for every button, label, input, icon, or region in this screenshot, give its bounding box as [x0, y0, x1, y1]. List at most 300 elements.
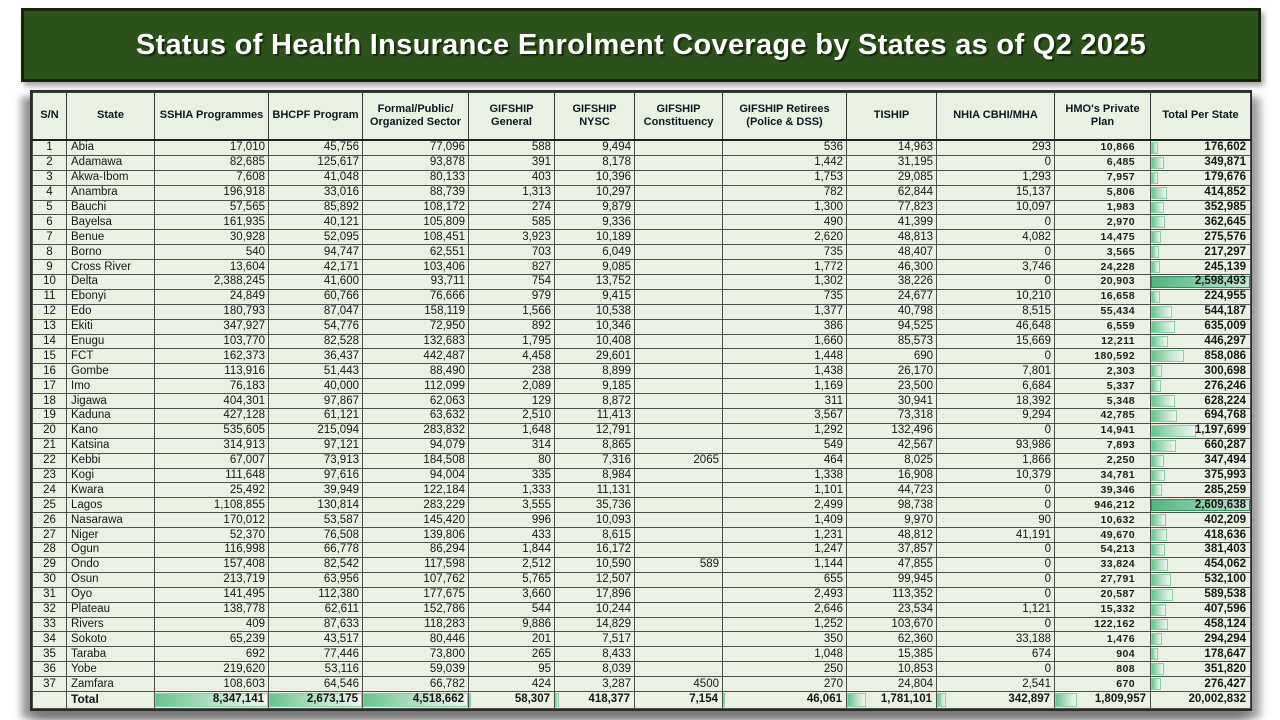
cell-nhia: 0: [937, 572, 1055, 587]
cell-gifship-general: 1,844: [469, 543, 555, 558]
cell-sshia: 25,492: [155, 483, 269, 498]
cell-bhcpf: 60,766: [269, 289, 363, 304]
cell-hmo: 1,476: [1055, 632, 1151, 647]
cell-nhia: 0: [937, 215, 1055, 230]
cell-formal: 93,711: [363, 275, 469, 290]
cell-gifship-general: 1,333: [469, 483, 555, 498]
total-data-bar: [1151, 202, 1164, 214]
cell-formal: 80,133: [363, 170, 469, 185]
cell-total: 178,647: [1151, 647, 1251, 662]
cell-tiship: 42,567: [847, 438, 937, 453]
cell-gifship-retirees: 1,753: [723, 170, 847, 185]
cell-gifship-retirees: 250: [723, 662, 847, 677]
cell-gifship-nysc: 8,899: [555, 364, 635, 379]
cell-formal: 132,683: [363, 334, 469, 349]
cell-bhcpf: 130,814: [269, 498, 363, 513]
cell-hmo: 7,957: [1055, 170, 1151, 185]
cell-gifship-nysc: 11,131: [555, 483, 635, 498]
total-data-bar: [1151, 663, 1164, 675]
cell-gifship-constituency-total: 7,154: [635, 691, 723, 708]
cell-gifship-constituency: [635, 662, 723, 677]
cell-sn: 2: [33, 155, 67, 170]
total-data-bar: [1151, 231, 1161, 243]
state-row-lagos: [33, 498, 1251, 513]
total-data-bar: [1151, 321, 1175, 333]
cell-nhia: 15,137: [937, 185, 1055, 200]
cell-gifship-nysc: 9,415: [555, 289, 635, 304]
cell-nhia: 0: [937, 498, 1055, 513]
cell-gifship-constituency: [635, 483, 723, 498]
cell-bhcpf: 87,047: [269, 304, 363, 319]
cell-sn: 14: [33, 334, 67, 349]
cell-sn: 22: [33, 453, 67, 468]
total-data-bar: [1055, 693, 1077, 707]
cell-gifship-general: 391: [469, 155, 555, 170]
cell-formal: 86,294: [363, 543, 469, 558]
state-row-nasarawa: [33, 513, 1251, 528]
cell-tiship: 98,738: [847, 498, 937, 513]
state-row-bauchi: [33, 200, 1251, 215]
cell-gifship-nysc: 10,189: [555, 230, 635, 245]
cell-hmo: 180,592: [1055, 349, 1151, 364]
cell-formal: 80,446: [363, 632, 469, 647]
cell-gifship-retirees: 1,377: [723, 304, 847, 319]
cell-gifship-constituency: [635, 513, 723, 528]
column-header-total: Total Per State: [1151, 93, 1251, 141]
cell-gifship-retirees: 735: [723, 289, 847, 304]
cell-gifship-nysc: 6,049: [555, 245, 635, 260]
cell-nhia: 0: [937, 662, 1055, 677]
state-row-kebbi: [33, 453, 1251, 468]
state-row-plateau: [33, 602, 1251, 617]
cell-formal: 283,229: [363, 498, 469, 513]
cell-sshia: 540: [155, 245, 269, 260]
cell-total: 544,187: [1151, 304, 1251, 319]
cell-gifship-retirees: 1,300: [723, 200, 847, 215]
cell-hmo: 42,785: [1055, 409, 1151, 424]
cell-sshia-total: 8,347,141: [155, 691, 269, 708]
cell-state: Delta: [67, 275, 155, 290]
cell-nhia: 1,121: [937, 602, 1055, 617]
cell-sn: 15: [33, 349, 67, 364]
cell-hmo: 54,213: [1055, 543, 1151, 558]
total-data-bar: [1151, 633, 1162, 645]
state-row-kwara: [33, 483, 1251, 498]
cell-gifship-retirees: 2,646: [723, 602, 847, 617]
state-row-delta: [33, 275, 1251, 290]
cell-sn: 25: [33, 498, 67, 513]
total-data-bar: [1151, 589, 1173, 601]
cell-state: Plateau: [67, 602, 155, 617]
cell-gifship-general: 5,765: [469, 572, 555, 587]
cell-nhia: 0: [937, 543, 1055, 558]
cell-tiship: 85,573: [847, 334, 937, 349]
cell-gifship-nysc: 9,085: [555, 260, 635, 275]
cell-gifship-retirees: 350: [723, 632, 847, 647]
cell-formal: 112,099: [363, 379, 469, 394]
column-header-formal: Formal/Public/ Organized Sector: [363, 93, 469, 141]
table-header: [33, 93, 1251, 141]
cell-gifship-general: 703: [469, 245, 555, 260]
state-row-taraba: [33, 647, 1251, 662]
cell-sshia: 213,719: [155, 572, 269, 587]
cell-state: Yobe: [67, 662, 155, 677]
total-data-bar: [1151, 157, 1164, 169]
cell-sshia: 82,685: [155, 155, 269, 170]
cell-sn: 31: [33, 587, 67, 602]
cell-gifship-constituency: [635, 394, 723, 409]
cell-formal: 88,490: [363, 364, 469, 379]
cell-sshia: 196,918: [155, 185, 269, 200]
cell-nhia: 9,294: [937, 409, 1055, 424]
cell-formal: 93,878: [363, 155, 469, 170]
cell-hmo: 14,941: [1055, 423, 1151, 438]
total-data-bar: [1151, 440, 1176, 452]
cell-hmo: 1,983: [1055, 200, 1151, 215]
cell-gifship-general: 585: [469, 215, 555, 230]
cell-state: Cross River: [67, 260, 155, 275]
cell-tiship: 62,844: [847, 185, 937, 200]
total-data-bar: [1151, 336, 1168, 348]
title-banner: [21, 8, 1261, 82]
cell-gifship-nysc: 8,865: [555, 438, 635, 453]
cell-state: Ebonyi: [67, 289, 155, 304]
cell-state: Oyo: [67, 587, 155, 602]
cell-total: 446,297: [1151, 334, 1251, 349]
cell-sn: 36: [33, 662, 67, 677]
cell-sn: 32: [33, 602, 67, 617]
cell-formal: 145,420: [363, 513, 469, 528]
cell-sn: 16: [33, 364, 67, 379]
cell-hmo: 49,670: [1055, 528, 1151, 543]
state-row-niger: [33, 528, 1251, 543]
cell-gifship-general: 95: [469, 662, 555, 677]
cell-gifship-constituency: 2065: [635, 453, 723, 468]
cell-nhia: 33,188: [937, 632, 1055, 647]
cell-gifship-constituency: [635, 349, 723, 364]
cell-state: Kwara: [67, 483, 155, 498]
cell-sshia: 76,183: [155, 379, 269, 394]
cell-tiship: 9,970: [847, 513, 937, 528]
cell-gifship-constituency: [635, 602, 723, 617]
cell-sn: 5: [33, 200, 67, 215]
cell-tiship-total: 1,781,101: [847, 691, 937, 708]
cell-total: 224,955: [1151, 289, 1251, 304]
cell-nhia: 6,684: [937, 379, 1055, 394]
cell-sn: 10: [33, 275, 67, 290]
state-row-benue: [33, 230, 1251, 245]
cell-gifship-retirees: 1,292: [723, 423, 847, 438]
cell-sn: 4: [33, 185, 67, 200]
state-row-abia: [33, 140, 1251, 155]
state-row-ondo: [33, 557, 1251, 572]
cell-hmo: 15,332: [1055, 602, 1151, 617]
cell-tiship: 10,853: [847, 662, 937, 677]
state-row-sokoto: [33, 632, 1251, 647]
cell-tiship: 48,407: [847, 245, 937, 260]
total-data-bar: [1151, 484, 1162, 496]
cell-hmo: 55,434: [1055, 304, 1151, 319]
cell-nhia: 3,746: [937, 260, 1055, 275]
cell-tiship: 16,908: [847, 468, 937, 483]
cell-tiship: 37,857: [847, 543, 937, 558]
cell-sn: 20: [33, 423, 67, 438]
cell-gifship-retirees: 655: [723, 572, 847, 587]
cell-gifship-general: 588: [469, 140, 555, 155]
cell-gifship-retirees: 1,252: [723, 617, 847, 632]
column-header-gifship-general: GIFSHIP General: [469, 93, 555, 141]
cell-state: Anambra: [67, 185, 155, 200]
cell-gifship-constituency: [635, 170, 723, 185]
total-data-bar: [937, 693, 946, 707]
cell-gifship-constituency: [635, 528, 723, 543]
cell-state: Taraba: [67, 647, 155, 662]
total-data-bar: [1151, 678, 1161, 690]
cell-state: Ogun: [67, 543, 155, 558]
cell-formal: 442,487: [363, 349, 469, 364]
cell-gifship-constituency: [635, 543, 723, 558]
cell-tiship: 8,025: [847, 453, 937, 468]
cell-total: 635,009: [1151, 319, 1251, 334]
cell-gifship-constituency: [635, 140, 723, 155]
cell-bhcpf: 43,517: [269, 632, 363, 647]
cell-gifship-constituency: [635, 632, 723, 647]
cell-state: Borno: [67, 245, 155, 260]
total-data-bar: [1151, 544, 1165, 556]
cell-sn: 6: [33, 215, 67, 230]
cell-gifship-retirees: 1,231: [723, 528, 847, 543]
cell-sshia: 108,603: [155, 677, 269, 692]
cell-sshia: 7,608: [155, 170, 269, 185]
cell-state: Lagos: [67, 498, 155, 513]
cell-gifship-general: 314: [469, 438, 555, 453]
cell-bhcpf: 54,776: [269, 319, 363, 334]
total-data-bar: [1151, 470, 1165, 482]
cell-total: 351,820: [1151, 662, 1251, 677]
column-header-state: State: [67, 93, 155, 141]
cell-formal: 177,675: [363, 587, 469, 602]
cell-hmo: 16,658: [1055, 289, 1151, 304]
column-header-gifship-nysc: GIFSHIP NYSC: [555, 93, 635, 141]
cell-sn: 35: [33, 647, 67, 662]
cell-sn: 26: [33, 513, 67, 528]
cell-tiship: 48,812: [847, 528, 937, 543]
cell-tiship: 44,723: [847, 483, 937, 498]
cell-state: Katsina: [67, 438, 155, 453]
cell-state: Kano: [67, 423, 155, 438]
state-row-enugu: [33, 334, 1251, 349]
cell-bhcpf: 41,048: [269, 170, 363, 185]
cell-nhia: 10,097: [937, 200, 1055, 215]
cell-bhcpf: 97,616: [269, 468, 363, 483]
cell-bhcpf: 36,437: [269, 349, 363, 364]
cell-gifship-nysc: 10,408: [555, 334, 635, 349]
cell-tiship: 48,813: [847, 230, 937, 245]
cell-sn: 19: [33, 409, 67, 424]
cell-sshia: 157,408: [155, 557, 269, 572]
cell-gifship-constituency: [635, 572, 723, 587]
cell-sshia: 57,565: [155, 200, 269, 215]
cell-state: Zamfara: [67, 677, 155, 692]
cell-gifship-general: 754: [469, 275, 555, 290]
cell-bhcpf: 51,443: [269, 364, 363, 379]
cell-sn: 8: [33, 245, 67, 260]
cell-total: 294,294: [1151, 632, 1251, 647]
cell-hmo: 20,587: [1055, 587, 1151, 602]
cell-formal: 184,508: [363, 453, 469, 468]
cell-gifship-retirees: 1,660: [723, 334, 847, 349]
cell-gifship-constituency: [635, 409, 723, 424]
cell-bhcpf: 76,508: [269, 528, 363, 543]
state-row-rivers: [33, 617, 1251, 632]
cell-gifship-constituency: [635, 423, 723, 438]
cell-total: 532,100: [1151, 572, 1251, 587]
cell-bhcpf: 64,546: [269, 677, 363, 692]
cell-hmo: 2,970: [1055, 215, 1151, 230]
total-data-bar: [1151, 365, 1162, 377]
cell-bhcpf: 94,747: [269, 245, 363, 260]
cell-tiship: 14,963: [847, 140, 937, 155]
cell-tiship: 29,085: [847, 170, 937, 185]
cell-sshia: 314,913: [155, 438, 269, 453]
cell-gifship-retirees: 1,302: [723, 275, 847, 290]
cell-gifship-constituency: 4500: [635, 677, 723, 692]
cell-tiship: 73,318: [847, 409, 937, 424]
cell-state: Rivers: [67, 617, 155, 632]
cell-state: Osun: [67, 572, 155, 587]
cell-state: Jigawa: [67, 394, 155, 409]
header-row: [33, 93, 1251, 141]
cell-hmo: 670: [1055, 677, 1151, 692]
cell-gifship-constituency: [635, 200, 723, 215]
cell-formal: 139,806: [363, 528, 469, 543]
cell-bhcpf: 87,633: [269, 617, 363, 632]
cell-hmo: 39,346: [1055, 483, 1151, 498]
cell-gifship-retirees: 311: [723, 394, 847, 409]
total-data-bar: [1151, 142, 1158, 154]
state-row-fct: [33, 349, 1251, 364]
cell-bhcpf: 40,000: [269, 379, 363, 394]
cell-hmo: 5,806: [1055, 185, 1151, 200]
cell-gifship-constituency: [635, 304, 723, 319]
cell-total: 349,871: [1151, 155, 1251, 170]
cell-formal: 108,451: [363, 230, 469, 245]
cell-sshia: 162,373: [155, 349, 269, 364]
cell-sshia: 141,495: [155, 587, 269, 602]
cell-gifship-general: 129: [469, 394, 555, 409]
cell-nhia: 15,669: [937, 334, 1055, 349]
cell-sn: 29: [33, 557, 67, 572]
cell-gifship-nysc: 11,413: [555, 409, 635, 424]
cell-sshia: 409: [155, 617, 269, 632]
cell-nhia: 0: [937, 155, 1055, 170]
cell-formal: 62,551: [363, 245, 469, 260]
cell-gifship-nysc: 10,346: [555, 319, 635, 334]
cell-total: 300,698: [1151, 364, 1251, 379]
cell-gifship-nysc: 12,791: [555, 423, 635, 438]
cell-nhia: 0: [937, 423, 1055, 438]
cell-bhcpf: 53,116: [269, 662, 363, 677]
cell-total: 402,209: [1151, 513, 1251, 528]
cell-sshia: 103,770: [155, 334, 269, 349]
cell-hmo: 24,228: [1055, 260, 1151, 275]
cell-bhcpf: 53,587: [269, 513, 363, 528]
cell-gifship-nysc: 17,896: [555, 587, 635, 602]
cell-gifship-general: 827: [469, 260, 555, 275]
state-row-yobe: [33, 662, 1251, 677]
state-row-cross-river: [33, 260, 1251, 275]
cell-tiship: 690: [847, 349, 937, 364]
cell-sshia: 113,916: [155, 364, 269, 379]
total-data-bar: [1151, 246, 1159, 258]
total-data-bar: [1151, 619, 1168, 631]
cell-total: 352,985: [1151, 200, 1251, 215]
cell-hmo: 20,903: [1055, 275, 1151, 290]
cell-state: Gombe: [67, 364, 155, 379]
state-row-ebonyi: [33, 289, 1251, 304]
cell-total: 375,993: [1151, 468, 1251, 483]
cell-nhia: 10,379: [937, 468, 1055, 483]
cell-total: 276,427: [1151, 677, 1251, 692]
cell-gifship-general: 544: [469, 602, 555, 617]
cell-gifship-constituency: [635, 364, 723, 379]
total-data-bar: [1151, 350, 1184, 362]
cell-gifship-constituency: [635, 587, 723, 602]
cell-formal: 66,782: [363, 677, 469, 692]
cell-sn: 17: [33, 379, 67, 394]
cell-hmo: 12,211: [1055, 334, 1151, 349]
cell-nhia: 4,082: [937, 230, 1055, 245]
state-row-osun: [33, 572, 1251, 587]
column-header-bhcpf: BHCPF Program: [269, 93, 363, 141]
cell-gifship-constituency: [635, 617, 723, 632]
cell-sn: 37: [33, 677, 67, 692]
cell-tiship: 40,798: [847, 304, 937, 319]
cell-gifship-general: 1,795: [469, 334, 555, 349]
cell-tiship: 77,823: [847, 200, 937, 215]
cell-gifship-constituency: [635, 245, 723, 260]
cell-hmo: 5,348: [1055, 394, 1151, 409]
cell-state: Kebbi: [67, 453, 155, 468]
cell-state: Akwa-Ibom: [67, 170, 155, 185]
cell-gifship-constituency: [635, 319, 723, 334]
cell-nhia: 293: [937, 140, 1055, 155]
cell-gifship-nysc: 8,178: [555, 155, 635, 170]
state-row-oyo: [33, 587, 1251, 602]
cell-sn: 7: [33, 230, 67, 245]
cell-tiship: 46,300: [847, 260, 937, 275]
cell-total: 589,538: [1151, 587, 1251, 602]
cell-gifship-retirees: 2,499: [723, 498, 847, 513]
cell-hmo: 34,781: [1055, 468, 1151, 483]
column-header-sn: S/N: [33, 93, 67, 141]
cell-hmo: 2,250: [1055, 453, 1151, 468]
cell-bhcpf: 39,949: [269, 483, 363, 498]
cell-gifship-retirees: 2,620: [723, 230, 847, 245]
column-header-hmo: HMO's Private Plan: [1055, 93, 1151, 141]
cell-total-total: 20,002,832: [1151, 691, 1251, 708]
cell-gifship-constituency: [635, 498, 723, 513]
cell-hmo-total: 1,809,957: [1055, 691, 1151, 708]
cell-formal: 59,039: [363, 662, 469, 677]
state-row-jigawa: [33, 394, 1251, 409]
cell-sn: 28: [33, 543, 67, 558]
cell-sshia: 65,239: [155, 632, 269, 647]
cell-hmo: 946,212: [1055, 498, 1151, 513]
cell-nhia: 0: [937, 483, 1055, 498]
cell-total-label: Total: [67, 691, 155, 708]
cell-gifship-nysc: 9,494: [555, 140, 635, 155]
